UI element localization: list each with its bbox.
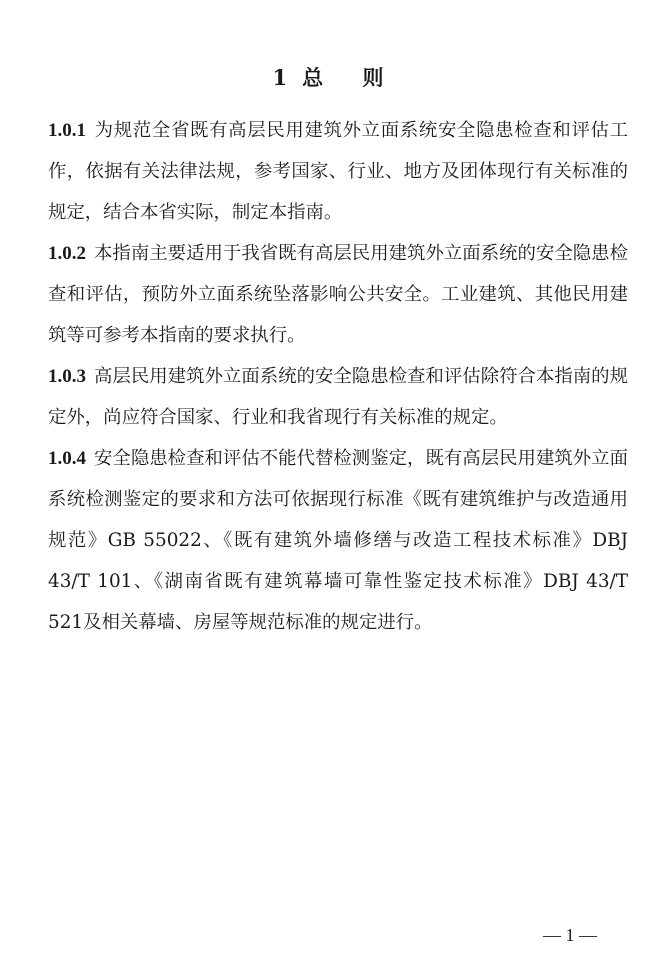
clause-number: 1.0.2 xyxy=(48,243,86,264)
chapter-number: 1 xyxy=(272,65,289,90)
chapter-heading: 总 则 xyxy=(302,65,400,90)
clause-1-0-4 xyxy=(48,438,628,643)
page-number: — 1 — xyxy=(543,925,597,945)
clause-number: 1.0.1 xyxy=(48,120,86,141)
clause-1-0-2 xyxy=(48,233,628,356)
clause-text: 安全隐患检查和评估不能代替检测鉴定，既有高层民用建筑外立面系统检测鉴定的要求和方法可依据现行标准《既有建筑维护与改造通用规范》GB 55022、《既有建筑外墙修缮与改造工程技术标准》DBJ 43/T 101、《湖南省既有建筑幕墙可靠性鉴定技术标准》DBJ 43/T 521及相关幕墙、房屋等规范标准的规定进行。 xyxy=(48,448,628,633)
clause-number: 1.0.3 xyxy=(48,366,86,387)
clause-number: 1.0.4 xyxy=(48,448,86,469)
clause-text: 本指南主要适用于我省既有高层民用建筑外立面系统的安全隐患检查和评估，预防外立面系统坠落影响公共安全。工业建筑、其他民用建筑等可参考本指南的要求执行。 xyxy=(48,243,628,346)
chapter-title xyxy=(0,62,672,94)
clause-text: 高层民用建筑外立面系统的安全隐患检查和评估除符合本指南的规定外，尚应符合国家、行业和我省现行有关标准的规定。 xyxy=(48,366,628,428)
clause-1-0-1 xyxy=(48,110,628,233)
clause-text: 为规范全省既有高层民用建筑外立面系统安全隐患检查和评估工作，依据有关法律法规，参考国家、行业、地方及团体现行有关标准的规定，结合本省实际，制定本指南。 xyxy=(48,120,628,223)
document-body xyxy=(48,110,628,643)
clause-1-0-3 xyxy=(48,356,628,438)
